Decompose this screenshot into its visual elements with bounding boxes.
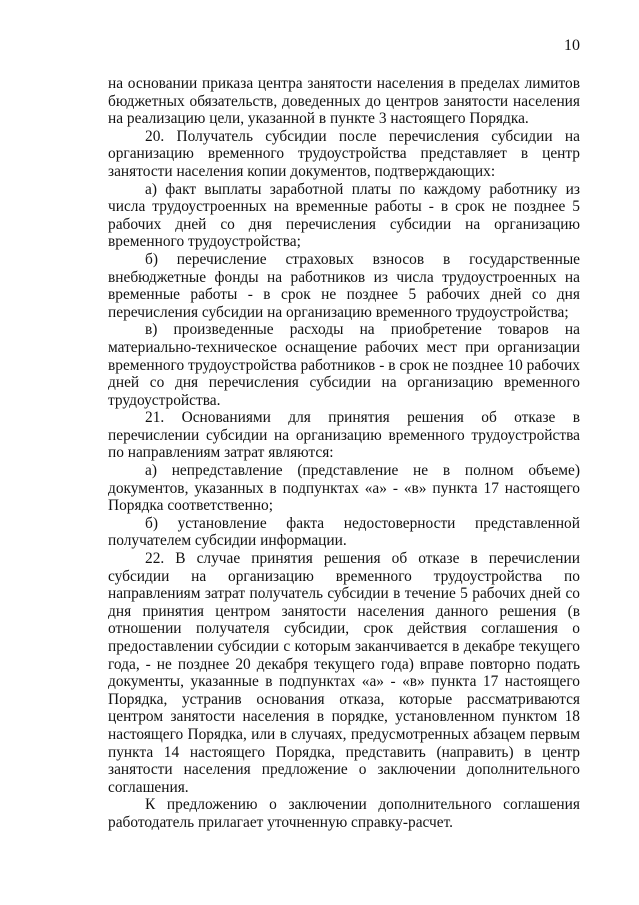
paragraph-continuation: на основании приказа центра занятости населения в пределах лимитов бюджетных обязательств, доведенных до центров занятости населения на реализацию цели, указанной в пункте 3 настоящего Порядка. bbox=[108, 75, 580, 128]
paragraph-item-22: 22. В случае принятия решения об отказе в перечислении субсидии на организацию временного трудоустройства по направлениям затрат получатель субсидии в течение 5 рабочих дней со дня принятия центром занятости населения данного решения (в отношении получателя субсидии, срок действия соглашения о предоставлении субсидии с которым заканчивается в декабре текущего года, - не позднее 20 декабря текущего года) вправе повторно подать документы, указанные в подпунктах «а» - «в» пункта 17 настоящего Порядка, устранив основания отказа, которые рассматриваются центром занятости населения в порядке, установленном пунктом 18 настоящего Порядка, или в случаях, предусмотренных абзацем первым пункта 14 настоящего Порядка, представить (направить) в центр занятости населения предложение о заключении дополнительного соглашения. bbox=[108, 550, 580, 796]
paragraph-item-22-addendum: К предложению о заключении дополнительного соглашения работодатель прилагает уточненную справку-расчет. bbox=[108, 796, 580, 831]
paragraph-item-21a: а) непредставление (представление не в полном объеме) документов, указанных в подпунктах «а» - «в» пункта 17 настоящего Порядка соответственно; bbox=[108, 462, 580, 515]
document-body bbox=[108, 75, 580, 832]
paragraph-item-20b: б) перечисление страховых взносов в государственные внебюджетные фонды на работников из числа трудоустроенных на временные работы - в срок не позднее 5 рабочих дней со дня перечисления субсидии на организацию временного трудоустройства; bbox=[108, 250, 580, 321]
paragraph-item-20: 20. Получатель субсидии после перечисления субсидии на организацию временного трудоустройства представляет в центр занятости населения копии документов, подтверждающих: bbox=[108, 127, 580, 180]
paragraph-item-21b: б) установление факта недостоверности представленной получателем субсидии информации. bbox=[108, 514, 580, 550]
paragraph-item-20v: в) произведенные расходы на приобретение товаров на материально-техническое оснащение рабочих мест при организации временного трудоустройства работников - в срок не позднее 10 рабочих дней со дня перечисления субсидии на организацию временного трудоустройства. bbox=[108, 321, 580, 409]
paragraph-item-21: 21. Основаниями для принятия решения об отказе в перечислении субсидии на организацию временного трудоустройства по направлениям затрат являются: bbox=[108, 409, 580, 462]
page-number: 10 bbox=[564, 37, 580, 54]
paragraph-item-20a: а) факт выплаты заработной платы по каждому работнику из числа трудоустроенных на временные работы - в срок не позднее 5 рабочих дней со дня перечисления субсидии на организацию временного трудоустройства; bbox=[108, 180, 580, 251]
